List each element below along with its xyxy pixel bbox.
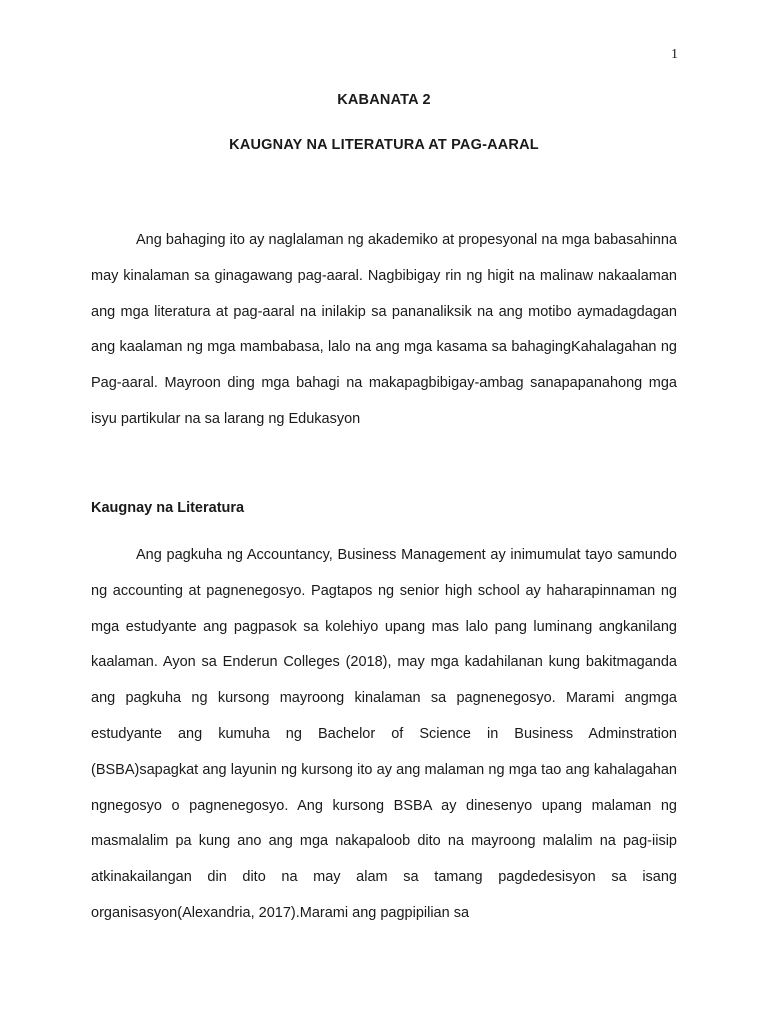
intro-paragraph: Ang bahaging ito ay naglalaman ng akademiko at propesyonal na mga babasahinna may kinalaman sa ginagawang pag-aaral. Nagbibigay rin ng higit na malinaw nakaalaman ang mga literatura at pag-aaral na inilakip sa pananaliksik na ang motibo aymadagdagan ang kaalaman ng mga mambabasa, lalo na ang mga kasama sa bahagingKahalagahan ng Pag-aaral. Mayroon ding mga bahagi na makapagbibigay-ambag sanapapanahong mga isyu partikular na sa larang ng Edukasyon: [91, 232, 677, 427]
page-number: 1: [671, 47, 678, 62]
section-heading-literature: Kaugnay na Literatura: [91, 500, 245, 516]
literature-paragraph: Ang pagkuha ng Accountancy, Business Management ay inimumulat tayo samundo ng accounting at pagnenegosyo. Pagtapos ng senior high school ay haharapinnaman ng mga estudyante ang pagpasok sa kolehiyo upang mas lalo pang luminang angkanilang kaalaman. Ayon sa Enderun Colleges (2018), may mga kadahilanan kung bakitmaganda ang pagkuha ng kursong mayroong kinalaman sa pagnenegosyo. Marami angmga estudyante ang kumuha ng Bachelor of Science in Business Adminstration (BSBA)sapagkat ang layunin ng kursong ito ay ang malaman ng mga tao ang kahalagahan ngnegosyo o pagnenegosyo. Ang kursong BSBA ay dinesenyo upang malaman ng masmalalim pa kung ano ang mga nakapaloob dito na mayroong malalim na pag-iisip atkinakailangan din dito na may alam sa tamang pagdedesisyon sa isang organisasyon(Alexandria, 2017).Marami ang pagpipilian sa: [91, 547, 677, 921]
chapter-subtitle: KAUGNAY NA LITERATURA AT PAG-AARAL: [229, 137, 539, 153]
chapter-title: KABANATA 2: [337, 92, 431, 108]
